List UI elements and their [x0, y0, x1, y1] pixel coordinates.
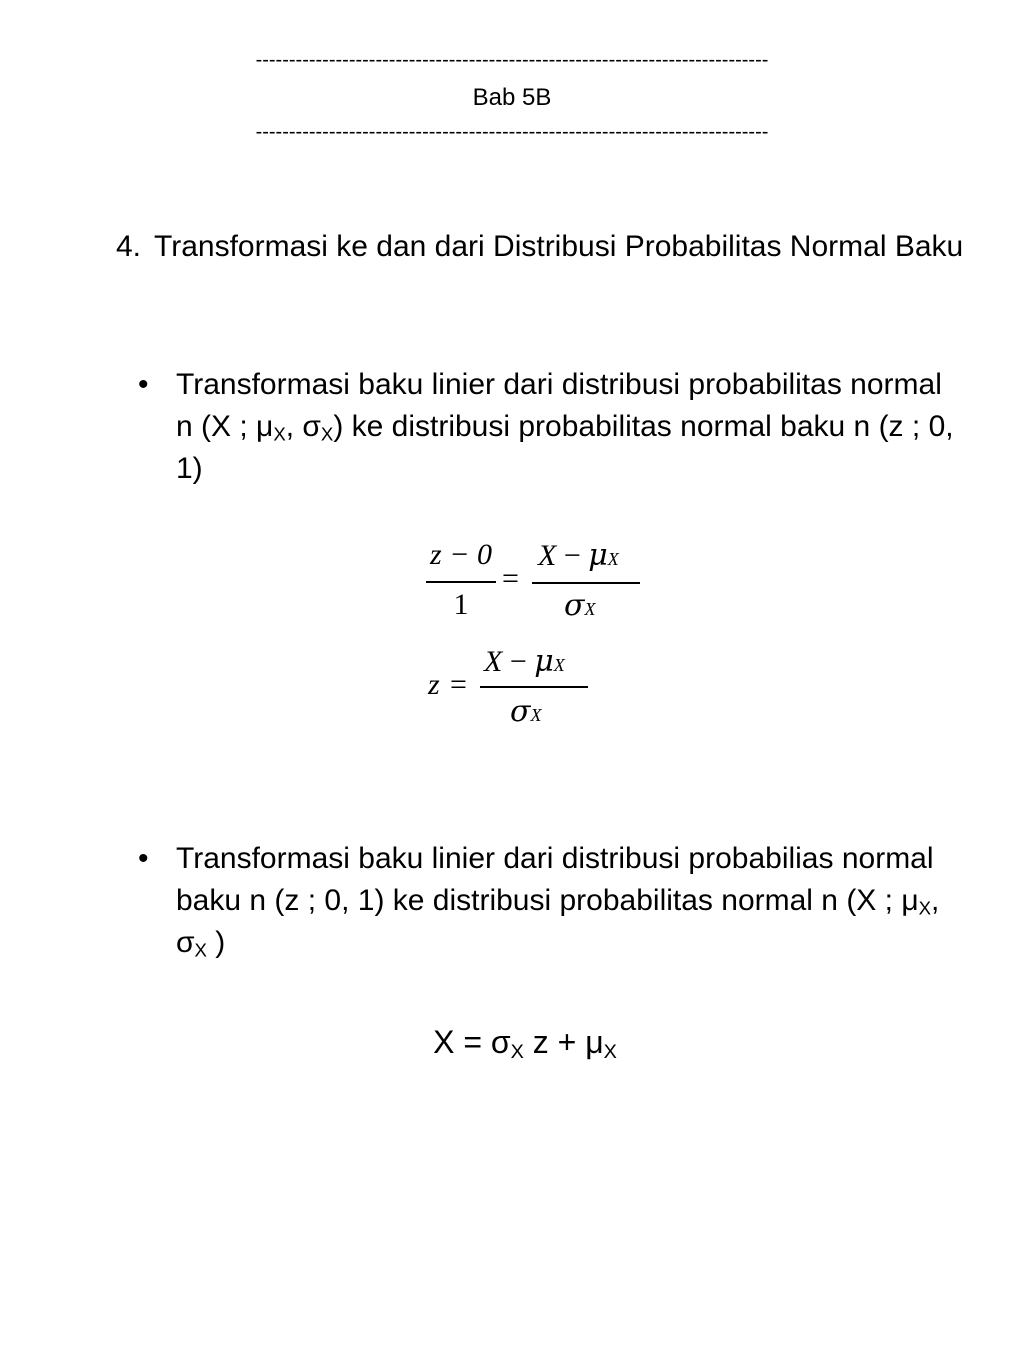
bullet-marker: • [138, 368, 149, 401]
formula-2-x: X [484, 645, 503, 678]
section-title: Transformasi ke dan dari Distribusi Probabilitas Normal Baku [154, 230, 964, 263]
final-eq-mid: z + μ [523, 1024, 604, 1060]
bullet-1-text-a: Transformasi baku linier dari distribusi probabilitas normal n (X ; μ [176, 368, 942, 443]
bullet-1-sub-mu: X [273, 423, 286, 445]
formula-2-z: z [428, 668, 440, 701]
formula-1-rhs-denominator [564, 588, 595, 623]
header-rule-bottom: ----------------------------------------------------------------------------- [255, 121, 769, 143]
formula-2-bar [480, 686, 588, 688]
section-heading [116, 226, 976, 268]
formula-inverse-transform [0, 1022, 1024, 1062]
formula-1-rhs-bar [532, 582, 640, 584]
formula-1-rhs-numerator [538, 538, 619, 573]
formula-1-equals: = [502, 562, 519, 595]
bullet-marker: • [138, 842, 149, 875]
header-rule-top: ----------------------------------------------------------------------------- [255, 49, 769, 71]
bullet-2-text-a: Transformasi baku linier dari distribusi probabilias normal baku n (z ; 0, 1) ke distribusi probabilitas normal n (X ; μ [176, 842, 934, 917]
formula-1-x: X [538, 539, 557, 572]
formula-2-mu: μ [534, 644, 554, 679]
bullet-2-sub-mu: X [918, 897, 932, 919]
formula-1-lhs-numerator: z − 0 [430, 538, 492, 571]
chapter-label: Bab 5B [472, 84, 552, 111]
formula-2-sigma-sub: X [530, 705, 542, 725]
bullet-1-sub-sigma: X [320, 423, 334, 445]
formula-2-denominator [510, 694, 541, 729]
bullet-2-sub-sigma: X [194, 939, 207, 961]
formula-1-sigma-sub: X [584, 599, 596, 619]
formula-1-lhs-bar [426, 581, 496, 583]
final-eq-mu-sub: X [603, 1040, 617, 1063]
formula-2-equals: = [450, 668, 467, 701]
formula-2-minus: − [509, 645, 527, 678]
formula-1-mu-sub: X [607, 549, 619, 569]
bullet-item-2 [138, 838, 966, 964]
final-eq-lhs: X = σ [433, 1024, 511, 1060]
bullet-1-text-b: , σ [285, 410, 321, 443]
formula-1-mu: μ [588, 538, 608, 573]
section-number: 4. [116, 230, 142, 263]
formula-1-minus: − [563, 539, 581, 572]
final-eq-sigma-sub: X [510, 1040, 524, 1063]
bullet-1-text-c: ) ke distribusi probabilitas normal baku n (z ; 0, 1) [176, 410, 954, 485]
formula-1-sigma: σ [564, 588, 585, 623]
bullet-2-text-c: ) [206, 926, 226, 959]
formula-1-lhs-denominator: 1 [453, 588, 469, 621]
bullet-2-text-b: , σ [176, 884, 940, 959]
formula-2-numerator [484, 644, 565, 679]
bullet-item-1 [138, 364, 966, 490]
formula-2-sigma: σ [510, 694, 531, 729]
formula-2-mu-sub: X [553, 655, 565, 675]
